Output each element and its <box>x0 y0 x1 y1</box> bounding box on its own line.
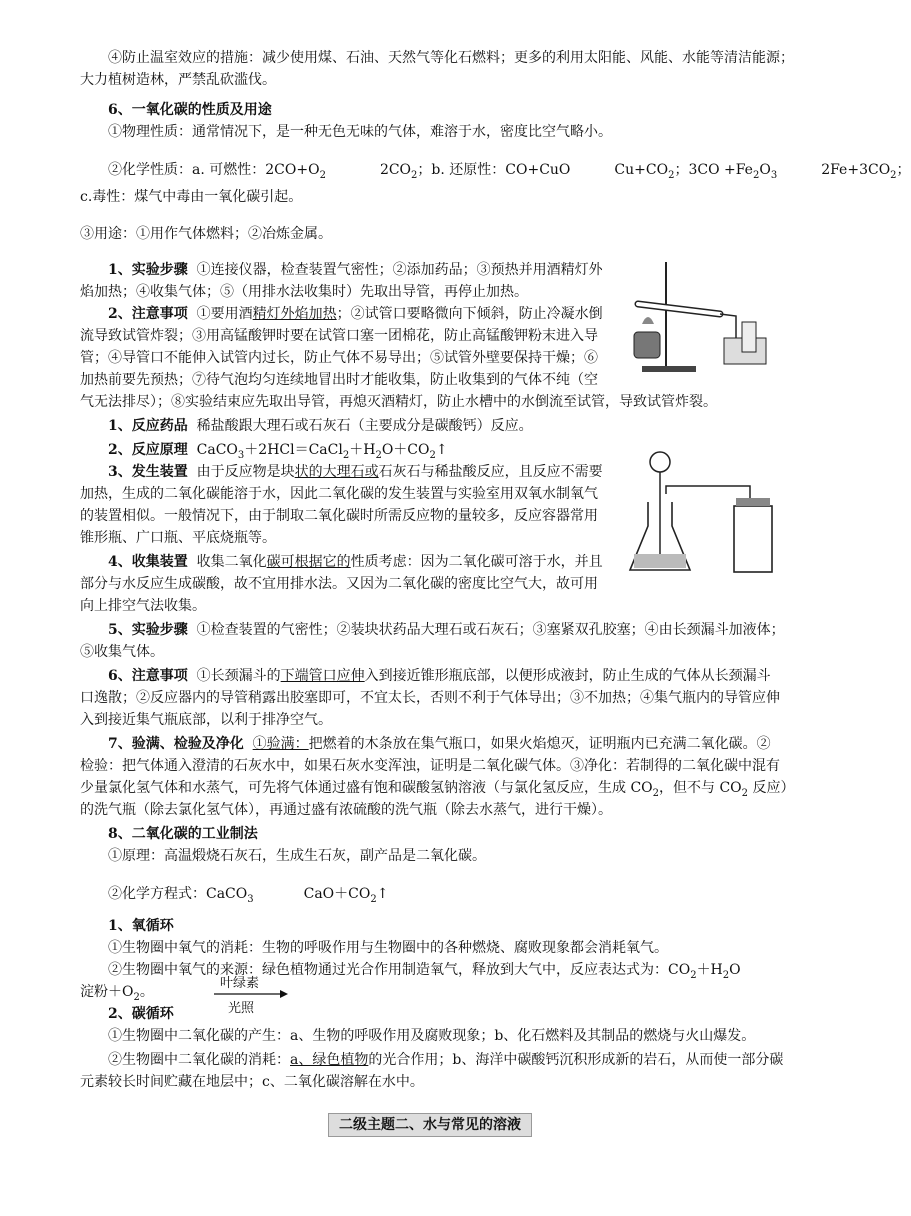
text: ①长颈漏斗的 <box>196 668 281 684</box>
paragraph-line <box>80 416 533 436</box>
section-banner: 二级主题二、水与常见的溶液 <box>328 1113 532 1137</box>
text: 口逸散；②反应器内的导管稍露出胶塞即可，不宜太长，否则不利于气体导出；③不加热；④集气瓶内的导管应伸 <box>80 690 780 706</box>
text: 把燃着的木条放在集气瓶口，如果火焰熄灭，证明瓶内已充满二氧化碳。② <box>308 736 771 752</box>
paragraph-line <box>80 484 598 504</box>
subscript: 2 <box>319 169 326 181</box>
subscript: 2 <box>741 787 749 799</box>
text: 少量氯化氢气体和水蒸气，可先将气体通过盛有饱和碳酸氢钠溶液（与氯化氢反应，生成 CO <box>80 780 653 796</box>
section-heading <box>80 100 272 120</box>
heading-text: 8、二氧化碳的工业制法 <box>108 826 258 842</box>
paragraph-line <box>80 326 598 346</box>
paragraph-line <box>80 462 603 482</box>
text: ＋H <box>696 962 723 978</box>
paragraph-line <box>80 1072 424 1092</box>
paragraph-line <box>80 960 741 986</box>
carbon-dioxide-apparatus-figure <box>626 446 784 580</box>
paragraph-line <box>80 552 603 572</box>
text: ①检查装置的气密性；②装块状药品大理石或石灰石；③塞紧双孔胶塞；④由长颈漏斗加液体； <box>196 622 785 638</box>
paragraph-line <box>80 846 486 866</box>
text: 性质考虑：因为二氧化碳可溶于水，并且 <box>350 554 603 570</box>
paragraph-line <box>80 620 785 640</box>
paragraph-line <box>80 666 771 686</box>
text: 管；④导管口不能伸入试管内过长，防止气体不易导出；⑤试管外壁要保持干燥；⑥ <box>80 350 598 366</box>
text: 元素较长时间贮藏在地层中；c、二氧化碳溶解在水中。 <box>80 1074 424 1090</box>
paragraph-line <box>80 574 598 594</box>
step-heading: 1、实验步骤 <box>108 262 188 278</box>
text: 的光合作用；b、海洋中碳酸钙沉积形成新的岩石，从而使一部分碳 <box>368 1052 784 1068</box>
heading-text: 2、碳循环 <box>108 1006 174 1022</box>
text: ①原理：高温煅烧石灰石，生成生石灰，副产品是二氧化碳。 <box>108 848 486 864</box>
step-heading: 3、发生装置 <box>108 464 188 480</box>
text: ①生物圈中二氧化碳的产生：a、生物的呼吸作用及腐败现象；b、化石燃料及其制品的燃烧与火山爆发。 <box>108 1028 756 1044</box>
heading-text: 1、氧循环 <box>108 918 174 934</box>
text: O＋CO <box>381 442 430 458</box>
text: 2Fe+3CO <box>821 162 891 178</box>
paragraph-line <box>80 734 771 754</box>
text: 稀盐酸跟大理石或石灰石（主要成分是碳酸钙）反应。 <box>196 418 533 434</box>
text: 大力植树造林，严禁乱砍滥伐。 <box>80 72 276 88</box>
subscript: 2 <box>890 169 897 181</box>
text: 。 <box>139 984 154 1000</box>
underlined-text: 状的大理石或 <box>294 464 379 480</box>
subscript: 2 <box>342 449 350 461</box>
text: 焰加热；④收集气体；⑤（用排水法收集时）先取出导管，再停止加热。 <box>80 284 528 300</box>
subscript: 2 <box>133 991 140 1003</box>
text: ①连接仪器，检查装置气密性；②添加药品；③预热并用酒精灯外 <box>196 262 603 278</box>
paragraph-line <box>80 282 528 302</box>
text: ①要用酒 <box>196 306 253 322</box>
paragraph-line <box>80 528 276 548</box>
paragraph-line <box>80 506 598 526</box>
paragraph-line <box>80 710 332 730</box>
text: 入到接近集气瓶底部，以利于排净空气。 <box>80 712 332 728</box>
heading-text: 6、一氧化碳的性质及用途 <box>108 102 272 118</box>
text: ①生物圈中氧气的消耗：生物的呼吸作用与生物圈中的各种燃烧、腐败现象都会消耗氧气。 <box>108 940 668 956</box>
text: 检验：把气体通入澄清的石灰水中，如果石灰水变浑浊，证明是二氧化碳气体。③净化：若制得的二氧化碳中混有 <box>80 758 780 774</box>
subscript: 2 <box>429 449 436 461</box>
subscript: 2 <box>752 169 760 181</box>
text: ↑ <box>376 886 389 902</box>
underlined-text: 碳可根据它的 <box>266 554 351 570</box>
text: ④防止温室效应的措施：减少使用煤、石油、天然气等化石燃料；更多的利用太阳能、风能、水能等清洁能源； <box>108 50 794 66</box>
paragraph-line <box>80 938 668 958</box>
text: ； <box>896 162 911 178</box>
paragraph-line <box>80 122 612 142</box>
arrow-condition-top: 叶绿素 <box>220 976 260 991</box>
text: 石灰石与稀盐酸反应，且反应不需要 <box>378 464 603 480</box>
step-heading: 4、收集装置 <box>108 554 188 570</box>
text: CaCO <box>196 442 238 458</box>
paragraph-line <box>80 1050 783 1070</box>
paragraph-line <box>80 392 717 412</box>
paragraph-line <box>80 756 780 776</box>
text: O <box>759 162 771 178</box>
text: ⑤收集气体。 <box>80 644 164 660</box>
text: ，但不与 CO <box>659 780 742 796</box>
oxygen-heating-apparatus-figure <box>628 258 770 382</box>
step-heading: 6、注意事项 <box>108 668 188 684</box>
text: ②化学方程式：CaCO <box>108 886 248 902</box>
text: ②生物圈中二氧化碳的消耗： <box>108 1052 290 1068</box>
step-heading: 1、反应药品 <box>108 418 188 434</box>
step-heading: 2、反应原理 <box>108 442 188 458</box>
paragraph-line <box>80 260 603 280</box>
paragraph-line <box>80 800 612 820</box>
text: ↑ <box>435 442 448 458</box>
paragraph-line <box>80 187 302 207</box>
equation-line <box>80 884 388 910</box>
text: O <box>729 962 741 978</box>
text: 的装置相似。一般情况下，由于制取二氧化碳时所需反应物的量较多，反应容器常用 <box>80 508 598 524</box>
step-heading: 7、验满、检验及净化 <box>108 736 244 752</box>
text: 向上排空气法收集。 <box>80 598 206 614</box>
text: ②生物圈中氧气的来源：绿色植物通过光合作用制造氧气，释放到大气中，反应表达式为：CO <box>108 962 691 978</box>
equation-line <box>80 160 911 186</box>
paragraph-line <box>80 1026 755 1046</box>
subscript: 3 <box>247 893 254 905</box>
step-heading: 2、注意事项 <box>108 306 188 322</box>
section-heading <box>80 824 258 844</box>
paragraph-line <box>80 348 598 368</box>
text: 部分与水反应生成碳酸，故不宜用排水法。又因为二氧化碳的密度比空气大，故可用 <box>80 576 598 592</box>
text: ；3CO +Fe <box>674 162 753 178</box>
text: ①物理性质：通常情况下，是一种无色无味的气体，难溶于水，密度比空气略小。 <box>108 124 612 140</box>
text: Cu+CO <box>614 162 669 178</box>
text: 收集二氧化 <box>196 554 267 570</box>
underlined-text: 下端管口应伸 <box>280 668 365 684</box>
paragraph-line <box>80 642 164 662</box>
subscript: 2 <box>375 449 382 461</box>
text: 的洗气瓶（除去氯化氢气体），再通过盛有浓硫酸的洗气瓶（除去水蒸气，进行干燥）。 <box>80 802 612 818</box>
text: 入到接近锥形瓶底部，以便形成液封，防止生成的气体从长颈漏斗 <box>364 668 771 684</box>
underlined-text: a、绿色植物 <box>290 1052 369 1068</box>
text: c.毒性：煤气中毒由一氧化碳引起。 <box>80 189 303 205</box>
text: 淀粉＋O <box>80 984 134 1000</box>
paragraph-line <box>80 48 794 68</box>
reaction-arrow <box>214 972 288 1018</box>
underlined-text: ①验满： <box>252 736 309 752</box>
arrow-condition-bottom: 光照 <box>228 1001 255 1016</box>
paragraph-line <box>80 70 276 90</box>
section-heading <box>80 916 174 936</box>
text: 气无法排尽）；⑧实验结束应先取出导管，再熄灭酒精灯，防止水槽中的水倒流至试管，导致试管炸裂。 <box>80 394 717 410</box>
paragraph-line <box>80 370 598 390</box>
text: ；b. 还原性：CO+CuO <box>417 162 571 178</box>
text: 加热前要先预热；⑦待气泡均匀连续地冒出时才能收集，防止收集到的气体不纯（空 <box>80 372 598 388</box>
step-heading: 5、实验步骤 <box>108 622 188 638</box>
subscript: 3 <box>770 169 778 181</box>
text: ；②试管口要略微向下倾斜，防止冷凝水倒 <box>336 306 603 322</box>
subscript: 2 <box>370 893 377 905</box>
subscript: 2 <box>652 787 660 799</box>
text: 加热，生成的二氧化碳能溶于水，因此二氧化碳的发生装置与实验室用双氧水制氧气 <box>80 486 598 502</box>
section-heading <box>80 1004 174 1024</box>
text: ③用途：①用作气体燃料；②冶炼金属。 <box>80 226 332 242</box>
text: CaO＋CO <box>303 886 371 902</box>
text: 锥形瓶、广口瓶、平底烧瓶等。 <box>80 530 276 546</box>
text: 2CO <box>379 162 412 178</box>
text: ＋2HCl＝CaCl <box>244 442 343 458</box>
text: 反应） <box>748 780 795 796</box>
text: 由于反应物是块 <box>196 464 295 480</box>
paragraph-line <box>80 304 603 324</box>
paragraph-line <box>80 224 332 244</box>
text: 流导致试管炸裂；③用高锰酸钾时要在试管口塞一团棉花，防止高锰酸钾粉末进入导 <box>80 328 598 344</box>
subscript: 2 <box>668 169 675 181</box>
subscript: 2 <box>690 969 697 981</box>
subscript: 2 <box>411 169 418 181</box>
text: ②化学性质：a. 可燃性：2CO+O <box>108 162 320 178</box>
subscript: 2 <box>722 969 730 981</box>
underlined-text: 精灯外焰加热 <box>252 306 337 322</box>
paragraph-line <box>80 596 206 616</box>
subscript: 3 <box>237 449 245 461</box>
paragraph-line <box>80 688 780 708</box>
text: ＋H <box>349 442 376 458</box>
